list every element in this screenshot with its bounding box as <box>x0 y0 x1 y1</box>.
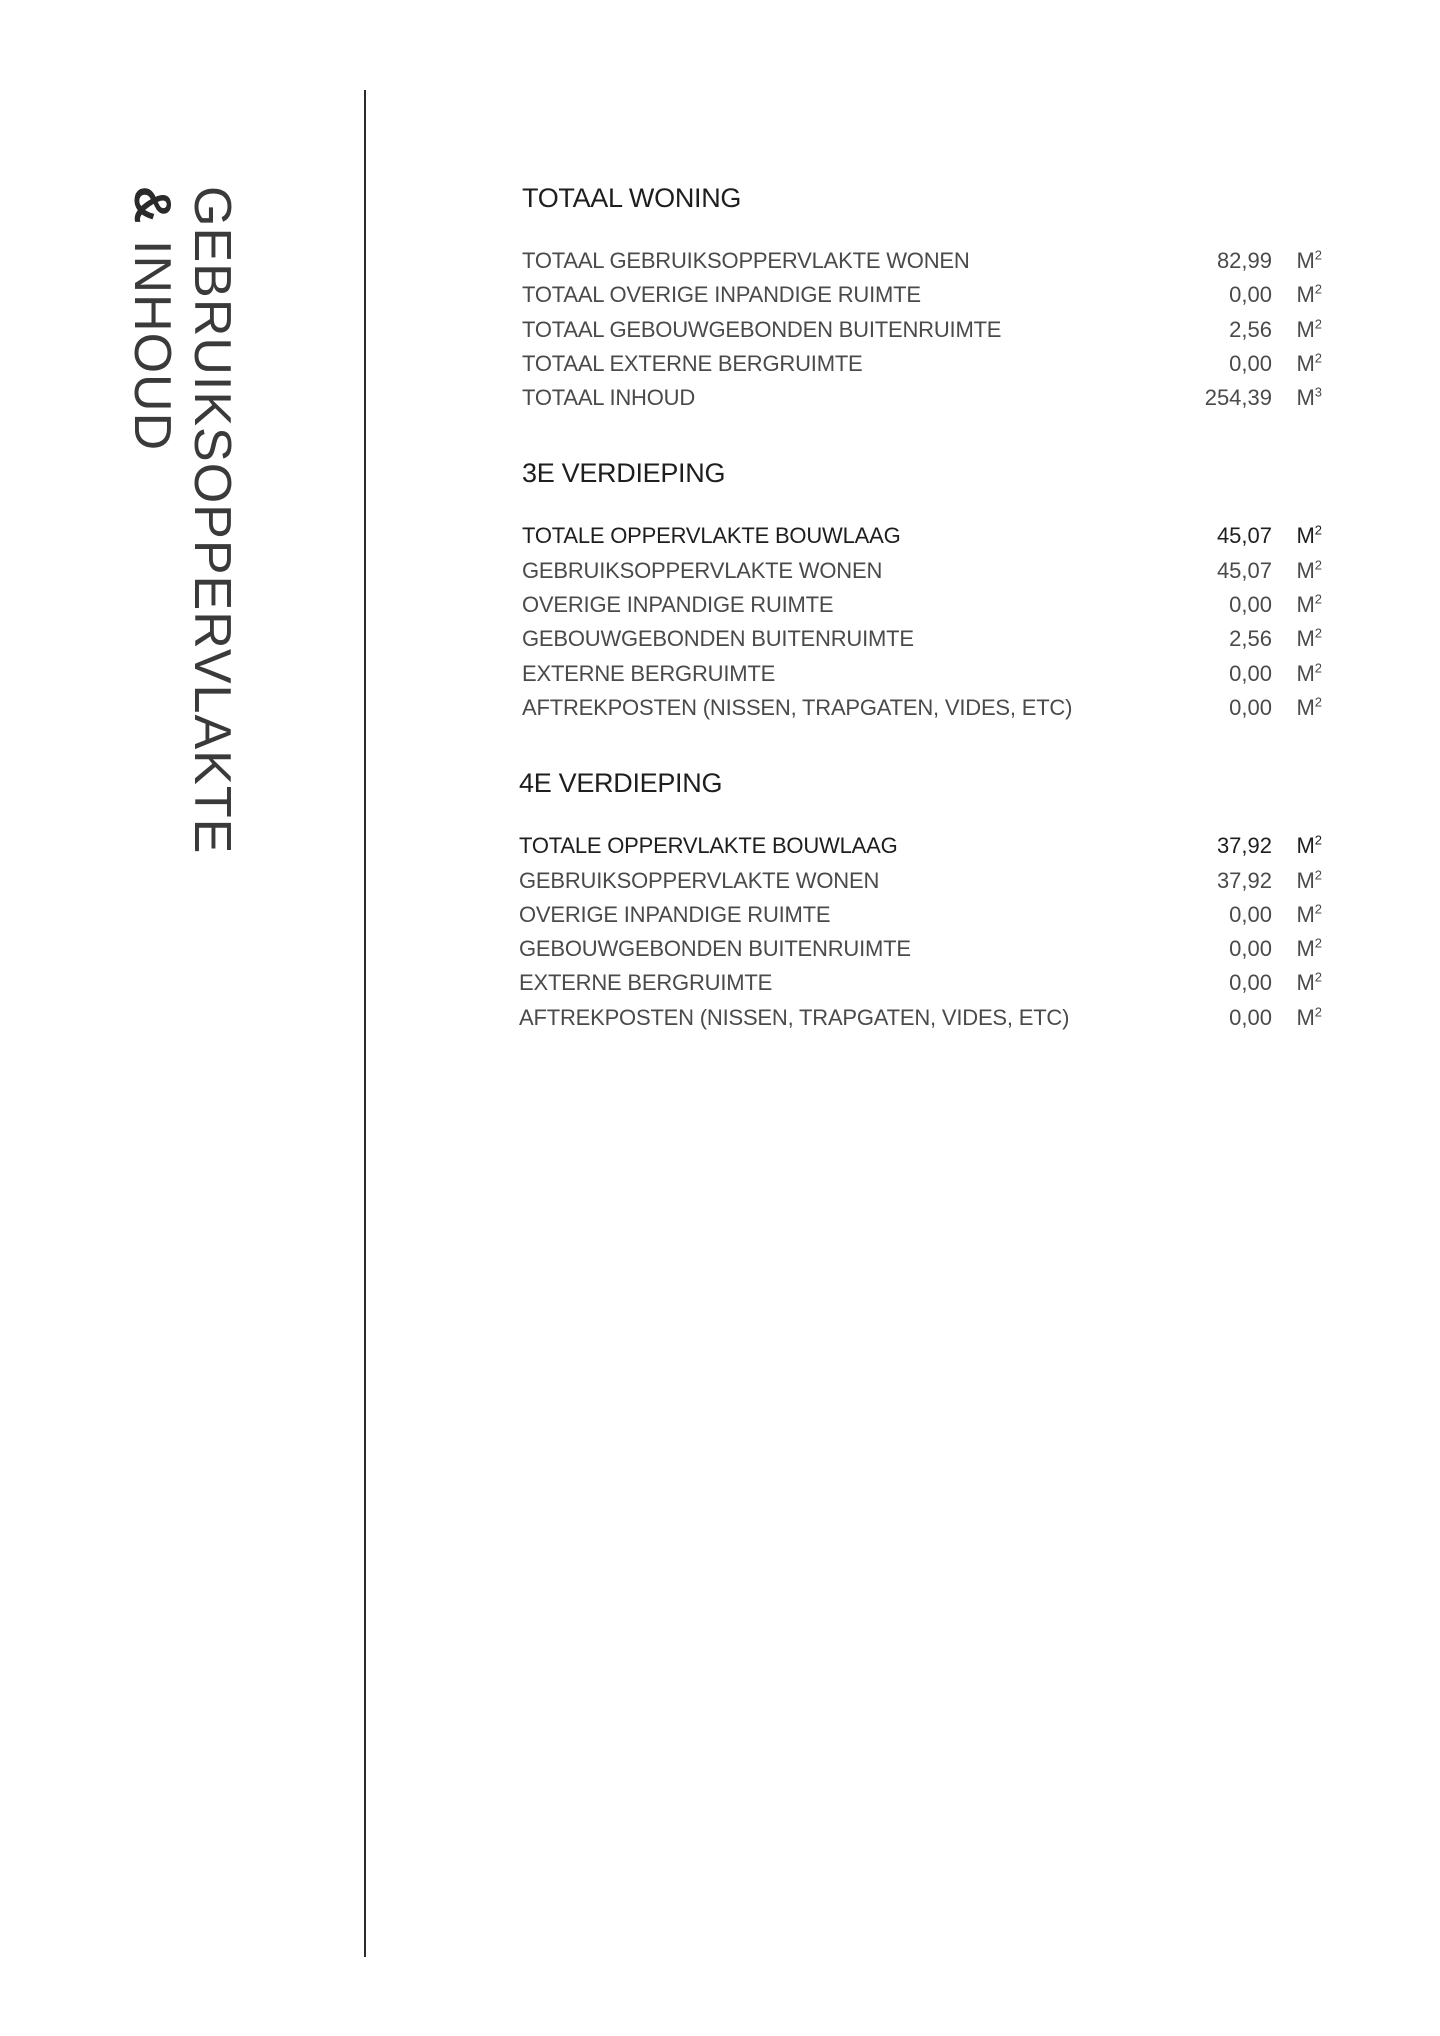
side-title-ampersand: & <box>123 186 181 225</box>
table-row <box>522 622 1322 656</box>
row-value: 0,00 <box>1229 660 1272 686</box>
row-label: TOTAAL GEBRUIKSOPPERVLAKTE WONEN <box>522 248 970 273</box>
row-label: TOTAAL INHOUD <box>522 385 696 411</box>
row-unit: $M^2$ <box>1296 557 1322 583</box>
table-row-total <box>519 829 1322 863</box>
side-title-line2-text: INHOUD <box>123 240 181 452</box>
table-row <box>522 347 1322 381</box>
row-value: 82,99 <box>1216 248 1272 273</box>
row-value: 0,00 <box>1229 1004 1272 1030</box>
row-label: GEBOUWGEBONDEN BUITENRUIMTE <box>522 626 914 652</box>
row-label: EXTERNE BERGRUIMTE <box>522 660 776 686</box>
row-value: 2,56 <box>1229 626 1272 652</box>
row-label: GEBRUIKSOPPERVLAKTE WONEN <box>522 557 883 583</box>
row-unit: $M^2$ <box>1296 316 1322 342</box>
row-unit: $M^2$ <box>1296 523 1322 549</box>
row-value: 0,00 <box>1229 901 1272 927</box>
table-row <box>522 278 1322 312</box>
row-value: 45,07 <box>1216 523 1272 549</box>
table-row <box>522 588 1322 622</box>
row-value: 0,00 <box>1229 970 1272 996</box>
row-unit: $M^2$ <box>1296 247 1322 273</box>
row-unit: $M^2$ <box>1296 350 1322 376</box>
row-label: AFTREKPOSTEN (NISSEN, TRAPGATEN, VIDES, ETC) <box>522 694 1073 720</box>
row-unit: $M^2$ <box>1296 626 1322 652</box>
row-value: 0,00 <box>1229 936 1272 962</box>
row-unit: $M^2$ <box>1296 660 1322 686</box>
row-label: GEBRUIKSOPPERVLAKTE WONEN <box>519 867 880 893</box>
row-label: AFTREKPOSTEN (NISSEN, TRAPGATEN, VIDES, ETC) <box>519 1004 1070 1030</box>
row-unit: $M^2$ <box>1296 591 1322 618</box>
table-row-total <box>522 519 1322 553</box>
table-row <box>522 657 1322 691</box>
table-row <box>522 554 1322 588</box>
area-table <box>519 180 1322 1075</box>
row-label: OVERIGE INPANDIGE RUIMTE <box>522 592 834 618</box>
row-label: GEBOUWGEBONDEN BUITENRUIMTE <box>519 936 911 962</box>
side-title-line2 <box>122 186 182 854</box>
row-unit: $M^2$ <box>1296 867 1322 893</box>
row-value: 2,56 <box>1229 316 1272 342</box>
vertical-divider <box>364 90 366 1957</box>
row-label: TOTAAL EXTERNE BERGRUIMTE <box>522 350 863 376</box>
row-label: EXTERNE BERGRUIMTE <box>519 970 773 996</box>
table-row <box>522 313 1322 347</box>
row-unit: $M^2$ <box>1296 901 1322 927</box>
section-title: TOTAAL WONING <box>522 183 742 213</box>
row-label: TOTALE OPPERVLAKTE BOUWLAAG <box>519 833 898 859</box>
row-unit: $M^2$ <box>1296 694 1322 720</box>
row-value: 0,00 <box>1229 694 1272 720</box>
row-label: TOTALE OPPERVLAKTE BOUWLAAG <box>522 523 901 549</box>
section-4e-verdieping <box>519 765 1322 1035</box>
row-value: 0,00 <box>1229 282 1272 308</box>
table-row <box>519 966 1322 1000</box>
row-unit: $M^2$ <box>1296 281 1322 308</box>
section-totaal-woning <box>522 180 1322 415</box>
section-3e-verdieping <box>522 455 1322 725</box>
table-row <box>519 932 1322 966</box>
row-value: 0,00 <box>1229 350 1272 376</box>
row-unit: $M^2$ <box>1296 832 1322 859</box>
table-row <box>522 381 1322 415</box>
section-title: 4E VERDIEPING <box>519 768 723 799</box>
row-value: 45,07 <box>1216 557 1272 583</box>
side-title-line1: GEBRUIKSOPPERVLAKTE <box>183 186 241 855</box>
row-unit: $M^2$ <box>1296 970 1322 996</box>
row-unit: $M^3$ <box>1296 384 1322 411</box>
row-value: 37,92 <box>1216 867 1272 893</box>
row-unit: $M^2$ <box>1296 1004 1322 1030</box>
table-row <box>519 898 1322 932</box>
table-row <box>519 864 1322 898</box>
section-title: 3E VERDIEPING <box>522 458 726 489</box>
row-value: 0,00 <box>1229 592 1272 618</box>
row-label: TOTAAL OVERIGE INPANDIGE RUIMTE <box>522 282 921 308</box>
row-label: TOTAAL GEBOUWGEBONDEN BUITENRUIMTE <box>522 316 1002 342</box>
row-value: 254,39 <box>1204 385 1272 411</box>
table-row <box>522 244 1322 278</box>
side-title <box>122 186 242 854</box>
row-label: OVERIGE INPANDIGE RUIMTE <box>519 901 831 927</box>
row-unit: $M^2$ <box>1296 935 1322 962</box>
row-value: 37,92 <box>1216 833 1272 859</box>
table-row <box>522 691 1322 725</box>
table-row <box>519 1001 1322 1035</box>
